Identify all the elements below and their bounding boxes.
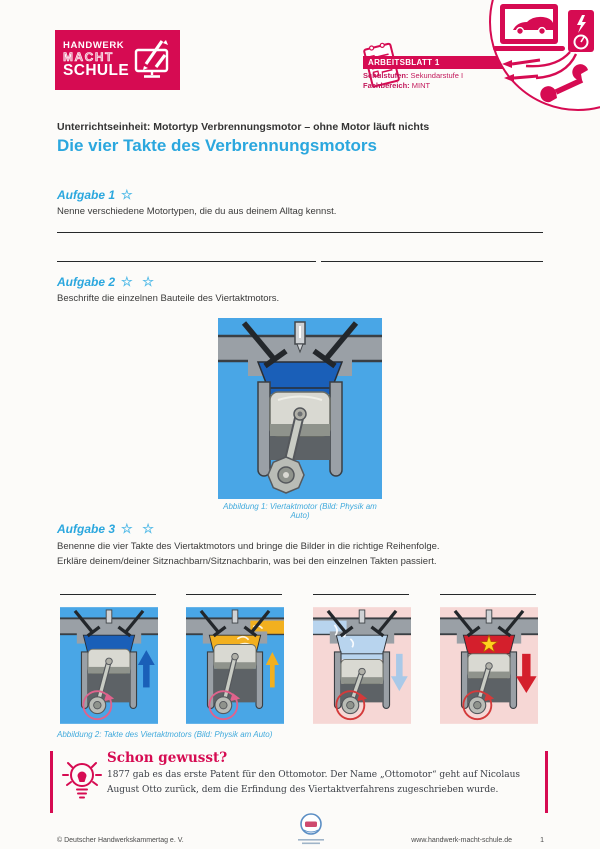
subject-line (363, 81, 430, 90)
car-diagnostics-illustration (478, 0, 600, 114)
stroke-image-2 (186, 604, 284, 727)
task1-instruction: Nenne verschiedene Motortypen, die du aus deinem Alltag kennst. (57, 206, 337, 217)
subject-label: Fachbereich: (363, 81, 410, 90)
brand-logo (55, 30, 180, 90)
task3-instruction-line2: Erkläre deinem/deiner Sitznachbarn/Sitznachbarin, was bei den einzelnen Takten passiert. (57, 556, 437, 567)
figure1-caption: Abbildung 1: Viertaktmotor (Bild: Physik am Auto) (223, 502, 377, 520)
footer-page-number: 1 (540, 837, 544, 844)
task1-heading (57, 187, 136, 203)
engine-cutaway-illustration (218, 318, 382, 499)
logo-word-handwerk: HANDWERK (63, 39, 125, 51)
logo-word-schule: SCHULE (63, 62, 130, 80)
stroke-label-line (440, 594, 536, 595)
task2-heading-label: Aufgabe 2 (57, 275, 116, 289)
answer-line (321, 261, 543, 262)
task2-instruction: Beschrifte die einzelnen Bauteile des Viertaktmotors. (57, 293, 280, 304)
factbox-text: 1877 gab es das erste Patent für den Ottomotor. Der Name „Ottomotor“ geht auf Nicolaus August Otto zurück, dem die Erfindung des Viertaktverfahrens zugeschrieben wurde. (107, 770, 520, 795)
school-level-line (363, 71, 463, 80)
worksheet-badge: ARBEITSBLATT 1 (363, 56, 509, 69)
task3-instruction-line1: Benenne die vier Takte des Viertaktmotors und bringe die Bilder in die richtige Reihenfolge. (57, 541, 440, 552)
stroke-image-3 (313, 604, 411, 727)
stroke-label-line (313, 594, 409, 595)
lightbulb-icon (60, 757, 104, 809)
school-level-value: Sekundarstufe I (410, 71, 464, 80)
stroke-label-line (186, 594, 282, 595)
stroke-image-1 (60, 604, 158, 727)
difficulty-stars: ☆ ☆ (121, 521, 157, 536)
task1-heading-label: Aufgabe 1 (57, 188, 116, 202)
factbox-right-bar (545, 751, 548, 813)
school-level-label: Schulstufen: (363, 71, 409, 80)
difficulty-stars: ☆ ☆ (121, 274, 157, 289)
task3-heading (57, 521, 157, 537)
four-stroke-engine-figure (218, 318, 382, 499)
footer-website: www.handwerk-macht-schule.de (411, 837, 512, 844)
factbox-left-bar (50, 751, 53, 813)
answer-line (57, 261, 316, 262)
task2-heading (57, 274, 157, 290)
monitor-pencil-icon (132, 39, 172, 81)
answer-line (57, 232, 543, 233)
stroke-image-4 (440, 604, 538, 727)
footer-seal-icon (297, 813, 325, 847)
logo-word-macht: MACHT (63, 49, 114, 64)
page-title: Die vier Takte des Verbrennungsmotors (57, 136, 377, 155)
footer-copyright: © Deutscher Handwerkskammertag e. V. (57, 837, 184, 844)
brand-logo-text (63, 41, 129, 80)
subject-value: MINT (411, 81, 431, 90)
unit-kicker: Unterrichtseinheit: Motortyp Verbrennungsmotor – ohne Motor läuft nichts (57, 121, 430, 133)
task3-heading-label: Aufgabe 3 (57, 522, 116, 536)
stroke-label-line (60, 594, 156, 595)
difficulty-stars: ☆ (121, 187, 136, 202)
factbox-title: Schon gewusst? (107, 750, 228, 766)
figure2-caption: Abbildung 2: Takte des Viertaktmotors (Bild: Physik am Auto) (57, 730, 273, 739)
